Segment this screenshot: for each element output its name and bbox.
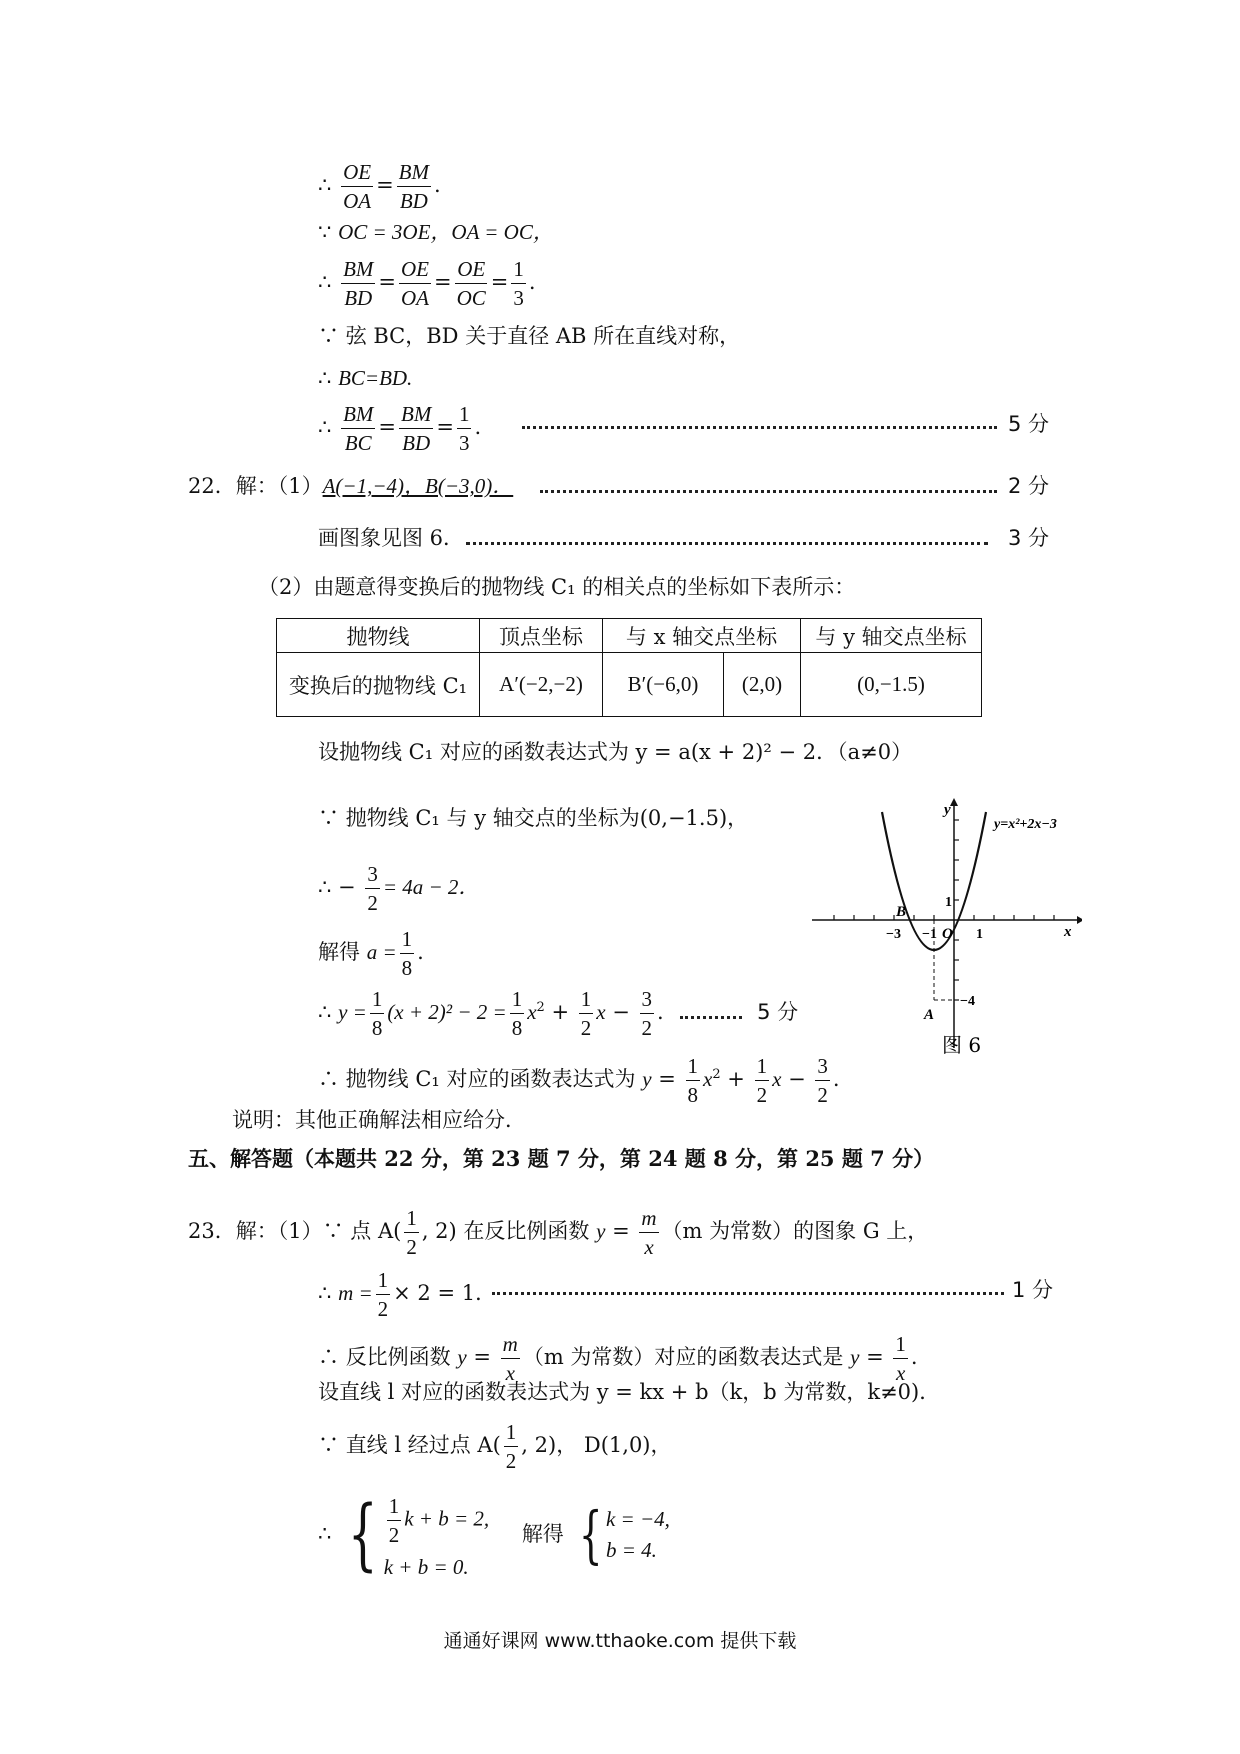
tick-label-x1: 1 (976, 927, 983, 942)
fraction: $\frac{OE}{OA}$ (401, 257, 429, 310)
fraction: $\frac{OE}{OC}$ (456, 257, 486, 310)
q23-system (318, 1492, 670, 1578)
origin-label: O (942, 926, 953, 942)
score-5: 5 分 (757, 1000, 799, 1024)
q22-note: 说明：其他正确解法相应给分． (232, 1108, 526, 1132)
therefore-sign: ∴ (318, 1345, 339, 1369)
therefore-sign: ∴ (318, 1000, 332, 1024)
equation-row: k = −4, (605, 1507, 670, 1531)
fraction: $\frac{1}{8}$ (511, 987, 523, 1040)
q22-part1 (188, 476, 513, 497)
therefore-sign: ∴ (318, 173, 332, 197)
equation-text: (x + 2)² − 2 = (387, 1000, 507, 1024)
coordinates-table (276, 618, 982, 717)
fraction: $\frac{1}{8}$ (371, 987, 383, 1040)
table-cell: (0,−1.5) (801, 653, 982, 717)
q22-final-eq: ∴ y = $\frac{1}{8}$ (x + 2)² − 2 = $\frac{1}{8}$ $x^2$ + $\frac{1}{2}$ x − $\frac{3}{2}$ . 5 分 (318, 987, 799, 1040)
score-leader (680, 1008, 742, 1019)
x-axis-arrow (1077, 916, 1082, 924)
line-oc-3oe (318, 222, 554, 243)
fraction: $\frac{BM}{BD}$ (343, 257, 374, 310)
fraction: $\frac{1}{8}$ (687, 1054, 698, 1107)
equation-row: k + b = 0. (383, 1555, 469, 1579)
q22-eq1: ∴ − $\frac{3}{2}$ = 4a − 2． (318, 862, 480, 915)
equation-text: m = (338, 1281, 373, 1305)
q23-line5 (318, 1418, 672, 1475)
tick-label-xm1: −1 (922, 927, 937, 942)
q22-part2: （2）由题意得变换后的抛物线 C₁ 的相关点的坐标如下表所示： (258, 575, 856, 599)
statement-text: 点 A( (350, 1219, 402, 1243)
score-leader (466, 534, 988, 545)
fraction: $\frac{3}{2}$ (817, 1054, 828, 1107)
therefore-sign: ∴ (318, 270, 332, 294)
solve-label: 解得 (521, 1521, 564, 1546)
therefore-sign: ∴ (318, 875, 332, 899)
q23-line3: ∴ 反比例函数 y = $\frac{m}{x}$ （m 为常数）对应的函数表达式是 y = $\frac{1}{x}$ . (318, 1332, 918, 1385)
fraction: $\frac{1}{2}$ (406, 1206, 417, 1259)
fraction: $\frac{1}{8}$ (401, 927, 413, 980)
score-2: 2 分 (1008, 474, 1050, 498)
statement-text: （m 为常数）对应的函数表达式是 (522, 1345, 844, 1369)
question-number: 23．解：（1） (188, 1219, 323, 1243)
axis-label-y: y (944, 802, 951, 818)
table-cell: A′(−2,−2) (480, 653, 603, 717)
equation-row: k + b = 2, (404, 1506, 490, 1531)
therefore-sign: ∴ (318, 1521, 332, 1546)
fraction: $\frac{OE}{OA}$ (343, 160, 372, 213)
because-sign: ∵ (322, 1219, 344, 1243)
table-header: 顶点坐标 (480, 619, 603, 653)
equation-text: a = (366, 940, 397, 964)
q22-draw: 画图象见图 6． (318, 526, 465, 550)
tick-label-ym4: −4 (960, 994, 975, 1009)
because-sign: ∵ (318, 220, 332, 244)
statement-text: 抛物线 C₁ 对应的函数表达式为 (345, 1067, 636, 1091)
fraction: $\frac{BM}{BD}$ (401, 402, 432, 455)
because-sign: ∵ (318, 806, 339, 830)
figure-6-parabola (812, 798, 1082, 1068)
fraction: $\frac{3}{2}$ (641, 987, 653, 1040)
tick-label-xm3: −3 (886, 927, 901, 942)
statement-text: 直线 l 经过点 A( (345, 1433, 501, 1457)
q22-conclusion: ∴ 抛物线 C₁ 对应的函数表达式为 y = $\frac{1}{8}$ $x^2$ + $\frac{1}{2}$ x − $\frac{3}{2}$ . (318, 1054, 840, 1107)
section-5-heading: 五、解答题（本题共 22 分，第 23 题 7 分，第 24 题 8 分，第 25 题 7 分） (188, 1146, 935, 1171)
equation-text: × 2 = 1． (393, 1281, 497, 1305)
line-bc-bd (318, 368, 412, 389)
table-header: 与 y 轴交点坐标 (801, 619, 982, 653)
statement-text: OC = 3OE，OA = OC， (338, 220, 554, 244)
score-1: 1 分 (1012, 1278, 1054, 1302)
solve-label: 解得 (318, 940, 360, 964)
q22-set: 设抛物线 C₁ 对应的函数表达式为 y = a(x + 2)² − 2．（a≠0） (318, 740, 913, 764)
because-sign: ∵ (318, 324, 339, 348)
therefore-sign: ∴ (318, 415, 332, 439)
line-bm-bc: ∴ $\frac{BM}{BC}$ = $\frac{BM}{BD}$ = $\frac{1}{3}$ . (318, 402, 482, 455)
q23-line4: 设直线 l 对应的函数表达式为 y = kx + b（k，b 为常数，k≠0)． (318, 1380, 941, 1404)
point-b-label: B (896, 904, 907, 920)
fraction: $\frac{m}{x}$ (502, 1332, 518, 1385)
line-ratio-third: ∴ $\frac{BM}{BD}$ = $\frac{OE}{OA}$ = $\frac{OE}{OC}$ = $\frac{1}{3}$ . (318, 257, 536, 310)
score-3: 3 分 (1008, 526, 1050, 550)
statement-text: （m 为常数）的图象 G 上， (661, 1219, 929, 1243)
answer-text: A(−1,−4)，B(−3,0)． (322, 474, 514, 498)
fraction: $\frac{1}{2}$ (388, 1494, 400, 1547)
fraction: $\frac{1}{2}$ (505, 1420, 517, 1473)
table-header: 与 x 轴交点坐标 (603, 619, 801, 653)
statement-text: 抛物线 C₁ 与 y 轴交点的坐标为(0,−1.5)， (345, 806, 749, 830)
page-footer: 通通好课网 www.tthaoke.com 提供下载 (443, 1630, 797, 1652)
fraction: $\frac{3}{2}$ (367, 862, 378, 915)
table-cell: (2,0) (724, 653, 801, 717)
score-leader (492, 1284, 1004, 1295)
question-number: 22．解：（1） (188, 474, 323, 498)
equation-text: y = (338, 1000, 367, 1024)
q22-solve-a: 解得 a = $\frac{1}{8}$ . (318, 927, 424, 980)
therefore-sign: ∴ (318, 366, 332, 390)
statement-text: , 2) 在反比例函数 (421, 1219, 590, 1243)
fraction: $\frac{1}{3}$ (513, 257, 524, 310)
q23-line1: 23．解：（1）∵ 点 A( $\frac{1}{2}$ , 2) 在反比例函数 y = $\frac{m}{x}$ （m 为常数）的图象 G 上， (188, 1206, 929, 1259)
fraction: $\frac{BM}{BC}$ (343, 402, 374, 455)
score-leader (540, 482, 997, 493)
equation-system-2: { k = −4, b = 4. (578, 1498, 670, 1571)
fraction: $\frac{BM}{BD}$ (398, 160, 429, 213)
statement-text: BC=BD. (338, 366, 413, 390)
equation-row: b = 4. (605, 1538, 657, 1562)
equation-text: = 4a − 2． (382, 875, 480, 899)
therefore-sign: ∴ (318, 1281, 332, 1305)
therefore-sign: ∴ (318, 1067, 339, 1091)
score-5: 5 分 (1008, 412, 1050, 436)
score-leader (522, 418, 997, 429)
tick-label-y1: 1 (945, 895, 952, 910)
axis-label-x: x (1064, 924, 1072, 940)
table-header: 抛物线 (277, 619, 480, 653)
q23-line2 (318, 1266, 496, 1323)
fraction: $\frac{1}{2}$ (377, 1268, 389, 1321)
table-cell: B′(−6,0) (603, 653, 724, 717)
q22-yint (318, 808, 748, 829)
figure-caption: 图 6 (942, 1033, 982, 1057)
statement-text: , 2)， D(1,0)， (521, 1433, 672, 1457)
y-axis-arrow (950, 798, 958, 806)
fraction: $\frac{1}{2}$ (756, 1054, 768, 1107)
curve-label: y=x²+2x−3 (994, 817, 1057, 832)
statement-text: 弦 BC，BD 关于直径 AB 所在直线对称， (345, 324, 741, 348)
because-sign: ∵ (318, 1433, 339, 1457)
line-oe-oa: ∴ $\frac{OE}{OA}$ = $\frac{BM}{BD}$ . (318, 160, 441, 213)
fraction: $\frac{m}{x}$ (641, 1206, 657, 1259)
fraction: $\frac{1}{2}$ (580, 987, 592, 1040)
line-chord-symmetric (318, 326, 740, 347)
table-cell: 变换后的抛物线 C₁ (277, 653, 480, 717)
point-a-label: A (924, 1007, 935, 1023)
fraction: $\frac{1}{x}$ (895, 1332, 906, 1385)
statement-text: 反比例函数 (345, 1345, 451, 1369)
fraction: $\frac{1}{3}$ (458, 402, 470, 455)
equation-system-1: { $\frac{1}{2}$ k + b = 2, k + b = 0. (347, 1490, 490, 1580)
